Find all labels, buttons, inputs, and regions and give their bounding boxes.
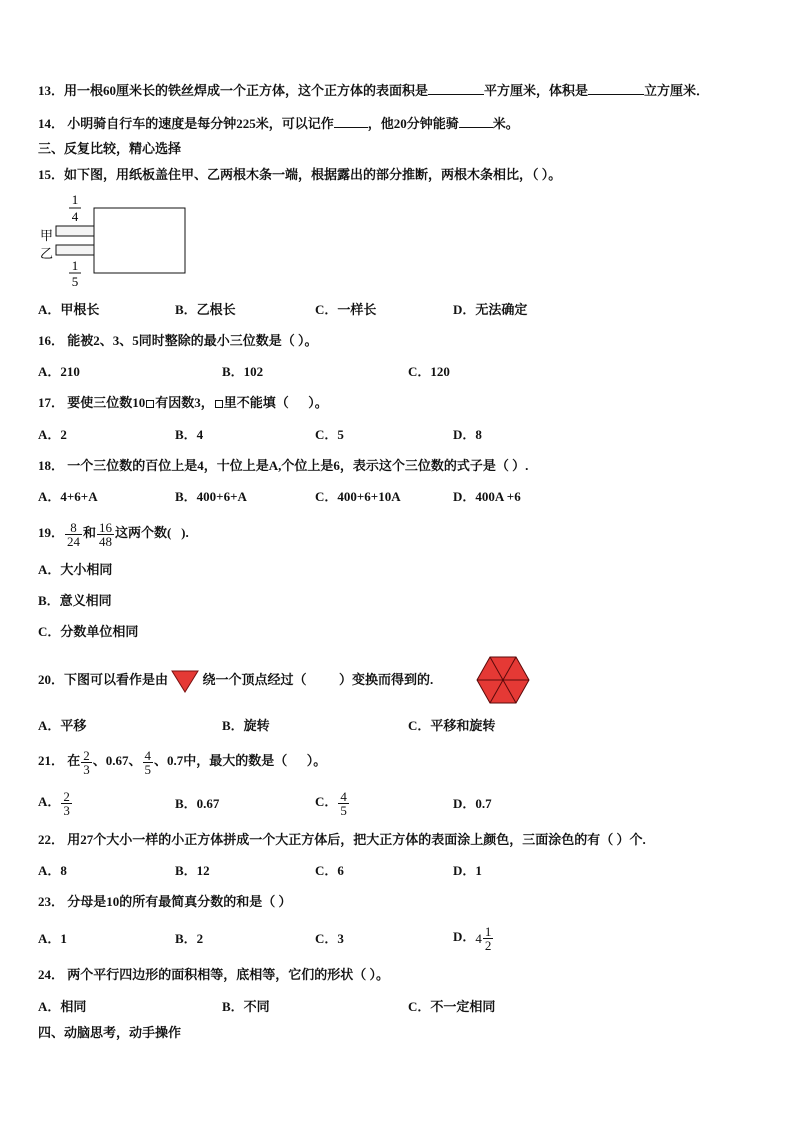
q15-figure — [36, 192, 196, 292]
q13-text-c: 立方厘米． — [644, 83, 710, 98]
fraction-4-5: $\frac{4}{5}$ — [144, 747, 152, 777]
fraction-2-3: $\frac{2}{3}$ — [63, 788, 70, 818]
q21-text-c: 、0.7中，最大的数是（ ）。 — [154, 753, 327, 768]
q19-option-a[interactable]: A．大小相同 — [38, 562, 113, 577]
q19-option-c[interactable]: C．分数单位相同 — [38, 624, 139, 639]
red-triangle-icon — [171, 669, 199, 693]
question-16: 16． 能被2、3、5同时整除的最小三位数是（ ）。 — [38, 333, 318, 348]
label-jia: 甲 — [40, 228, 54, 243]
top-fraction-den: 4 — [71, 209, 79, 224]
q20-option-a[interactable]: A．平移 — [38, 718, 87, 733]
q16-option-a[interactable]: A．210 — [38, 364, 80, 379]
box-placeholder — [146, 400, 154, 408]
question-23: 23． 分母是10的所有最简真分数的和是（ ） — [38, 894, 292, 909]
q22-option-a[interactable]: A．8 — [38, 863, 67, 878]
q17-option-a[interactable]: A．2 — [38, 427, 67, 442]
q18-option-a[interactable]: A．4+6+A — [38, 489, 98, 504]
q20-text-b: 绕一个顶点经过（ ）变换而得到的. — [202, 671, 434, 687]
fraction-2-3: $\frac{2}{3}$ — [83, 747, 90, 777]
bottom-fraction-den: 5 — [71, 274, 79, 289]
q20-option-b[interactable]: B．旋转 — [222, 718, 270, 733]
q14-text-c: 米。 — [492, 116, 519, 131]
q19-text-mid: 和 — [83, 525, 97, 540]
q17-option-d[interactable]: D．8 — [453, 427, 482, 442]
q20-text-a: 20．下图可以看作是由 — [38, 671, 169, 687]
section-3-heading: 三、反复比较，精心选择 — [38, 141, 182, 156]
q21-option-d[interactable]: D．0.7 — [453, 796, 492, 811]
q14-text-a: 14． 小明骑自行车的速度是每分钟225米，可以记作 — [38, 116, 334, 131]
q17-text-b: 有因数3， — [155, 395, 214, 410]
question-13 — [38, 82, 709, 100]
hexagon-figure — [476, 655, 530, 705]
q21-option-a[interactable]: A． $\frac{2}{3}$ — [38, 788, 70, 818]
answer-blank[interactable] — [588, 82, 644, 95]
q20-option-c[interactable]: C．平移和旋转 — [408, 718, 496, 733]
mixed-number: 4 $\frac{1}{2}$ — [475, 924, 492, 954]
answer-blank[interactable] — [334, 115, 368, 128]
q21-option-b[interactable]: B．0.67 — [175, 796, 220, 811]
stick-jia — [56, 226, 96, 236]
cardboard-cover — [94, 208, 185, 273]
q23-option-b[interactable]: B．2 — [175, 931, 204, 946]
q18-option-c[interactable]: C．400+6+10A — [315, 489, 401, 504]
section-4-heading: 四、动脑思考，动手操作 — [38, 1025, 182, 1040]
q19-text-a: 19． — [38, 525, 65, 540]
q24-option-c[interactable]: C．不一定相同 — [408, 999, 496, 1014]
fraction-4-5: $\frac{4}{5}$ — [340, 788, 347, 818]
answer-blank[interactable] — [428, 82, 484, 95]
q13-text-b: 平方厘米，体积是 — [484, 83, 589, 98]
q14-text-b: ，他20分钟能骑 — [367, 116, 459, 131]
answer-blank[interactable] — [459, 115, 493, 128]
q13-text-a: 13．用一根60厘米长的铁丝焊成一个正方体，这个正方体的表面积是 — [38, 83, 429, 98]
q15-option-a[interactable]: A．甲根长 — [38, 302, 100, 317]
question-14 — [38, 115, 519, 133]
q22-option-b[interactable]: B．12 — [175, 863, 210, 878]
question-19 — [38, 518, 189, 548]
question-15: 15．如下图，用纸板盖住甲、乙两根木条一端，根据露出的部分推断，两根木条相比，（ ）。 — [38, 167, 562, 182]
top-fraction-num: 1 — [71, 192, 79, 207]
q18-option-d[interactable]: D．400A +6 — [453, 489, 521, 504]
q15-option-c[interactable]: C．一样长 — [315, 302, 377, 317]
fraction-16-48: $\frac{16}{48}$ — [99, 519, 113, 549]
question-21 — [38, 746, 326, 776]
q17-option-c[interactable]: C．5 — [315, 427, 344, 442]
question-20 — [38, 669, 433, 693]
q15-option-d[interactable]: D．无法确定 — [453, 302, 528, 317]
q23-option-d[interactable]: D．4 $\frac{1}{2}$ — [453, 922, 494, 954]
q21-text-b: 、0.67、 — [92, 753, 142, 768]
fraction-8-24: $\frac{8}{24}$ — [67, 519, 81, 549]
q16-option-b[interactable]: B．102 — [222, 364, 264, 379]
q15-option-b[interactable]: B．乙根长 — [175, 302, 236, 317]
label-yi: 乙 — [40, 246, 54, 261]
q17-option-b[interactable]: B．4 — [175, 427, 204, 442]
q17-text-c: 里不能填（ ）。 — [223, 395, 328, 410]
q23-option-a[interactable]: A．1 — [38, 931, 67, 946]
question-18: 18． 一个三位数的百位上是4，十位上是A,个位上是6，表示这个三位数的式子是（ ）. — [38, 458, 529, 473]
q22-option-d[interactable]: D．1 — [453, 863, 482, 878]
question-17 — [38, 394, 328, 412]
stick-yi — [56, 245, 96, 255]
q23-option-c[interactable]: C．3 — [315, 931, 344, 946]
q24-option-a[interactable]: A．相同 — [38, 999, 87, 1014]
q21-option-c[interactable]: C． $\frac{4}{5}$ — [315, 788, 347, 818]
q16-option-c[interactable]: C．120 — [408, 364, 450, 379]
q24-option-b[interactable]: B．不同 — [222, 999, 270, 1014]
q19-text-b: 这两个数( ). — [115, 525, 189, 540]
question-22: 22． 用27个大小一样的小正方体拼成一个大正方体后，把大正方体的表面涂上颜色，三面涂色的有（ ）个. — [38, 832, 646, 847]
question-24: 24． 两个平行四边形的面积相等，底相等，它们的形状（ ）。 — [38, 967, 390, 982]
bottom-fraction-num: 1 — [71, 258, 79, 273]
q18-option-b[interactable]: B．400+6+A — [175, 489, 247, 504]
q21-text-a: 21． 在 — [38, 753, 81, 768]
q19-option-b[interactable]: B．意义相同 — [38, 593, 112, 608]
box-placeholder — [215, 400, 223, 408]
q22-option-c[interactable]: C．6 — [315, 863, 344, 878]
q17-text-a: 17． 要使三位数10 — [38, 395, 146, 410]
